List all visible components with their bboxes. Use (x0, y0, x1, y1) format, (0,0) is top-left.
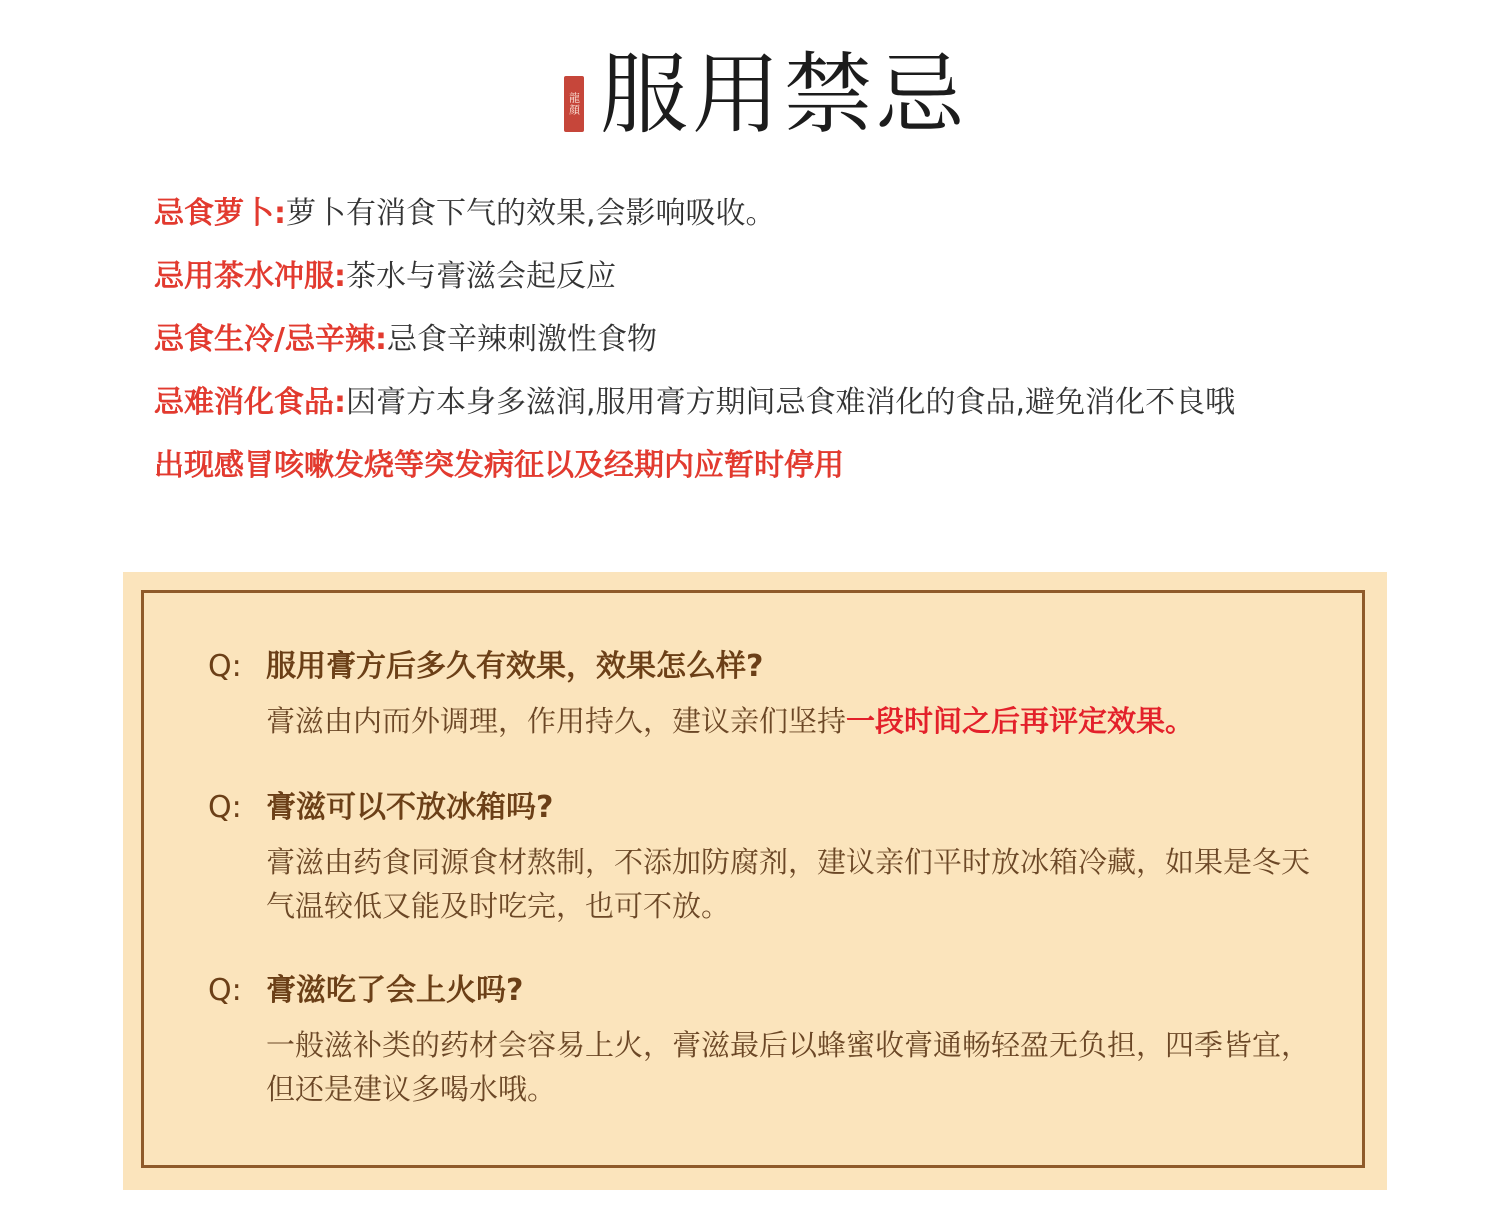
page-title: 服用禁忌 (600, 43, 969, 146)
faq-item (208, 645, 1328, 743)
taboo-warning-note: 出现感冒咳嗽发烧等突发病征以及经期内应暂时停用 (154, 448, 844, 483)
taboo-item (154, 316, 1374, 379)
taboo-item (154, 379, 1374, 442)
taboo-text: 茶水与膏滋会起反应 (346, 259, 616, 294)
faq-frame (141, 590, 1365, 1168)
answer-text: 膏滋由内而外调理，作用持久，建议亲们坚持 (266, 704, 847, 738)
taboo-label: 忌难消化食品: (154, 385, 346, 420)
taboo-label: 忌食生冷/忌辛辣: (154, 322, 387, 357)
faq-answer (266, 840, 1336, 928)
taboo-text: 忌食辛辣刺激性食物 (386, 322, 657, 357)
taboo-label: 忌食萝卜: (154, 196, 286, 231)
faq-panel (123, 572, 1387, 1190)
taboo-item (154, 190, 1374, 253)
question-text: 服用膏方后多久有效果，效果怎么样? (266, 649, 764, 684)
answer-highlight: 一段时间之后再评定效果。 (846, 704, 1195, 738)
faq-question (208, 969, 1328, 1013)
taboo-list (154, 190, 1374, 490)
answer-text: 一般滋补类的药材会容易上火，膏滋最后以蜂蜜收膏通畅轻盈无负担，四季皆宜，但还是建议多喝水哦。 (266, 1028, 1311, 1106)
faq-answer (266, 699, 1336, 743)
question-mark-label: Q: (208, 790, 242, 825)
question-mark-label: Q: (208, 649, 242, 684)
faq-item (208, 969, 1328, 1111)
faq-question (208, 645, 1328, 689)
answer-text: 膏滋由药食同源食材熬制，不添加防腐剂，建议亲们平时放冰箱冷藏，如果是冬天气温较低又能及时吃完，也可不放。 (266, 845, 1311, 923)
taboo-text: 萝卜有消食下气的效果,会影响吸收。 (286, 196, 776, 231)
question-text: 膏滋吃了会上火吗? (266, 973, 524, 1008)
page-header (0, 40, 1500, 150)
faq-item (208, 786, 1328, 928)
faq-question (208, 786, 1328, 830)
taboo-label: 忌用茶水冲服: (154, 259, 346, 294)
seal-stamp-icon: 龍顏 (564, 76, 584, 132)
taboo-item (154, 253, 1374, 316)
taboo-text: 因膏方本身多滋润,服用膏方期间忌食难消化的食品,避免消化不良哦 (346, 385, 1236, 420)
faq-answer (266, 1023, 1336, 1111)
question-text: 膏滋可以不放冰箱吗? (266, 790, 554, 825)
question-mark-label: Q: (208, 973, 242, 1008)
